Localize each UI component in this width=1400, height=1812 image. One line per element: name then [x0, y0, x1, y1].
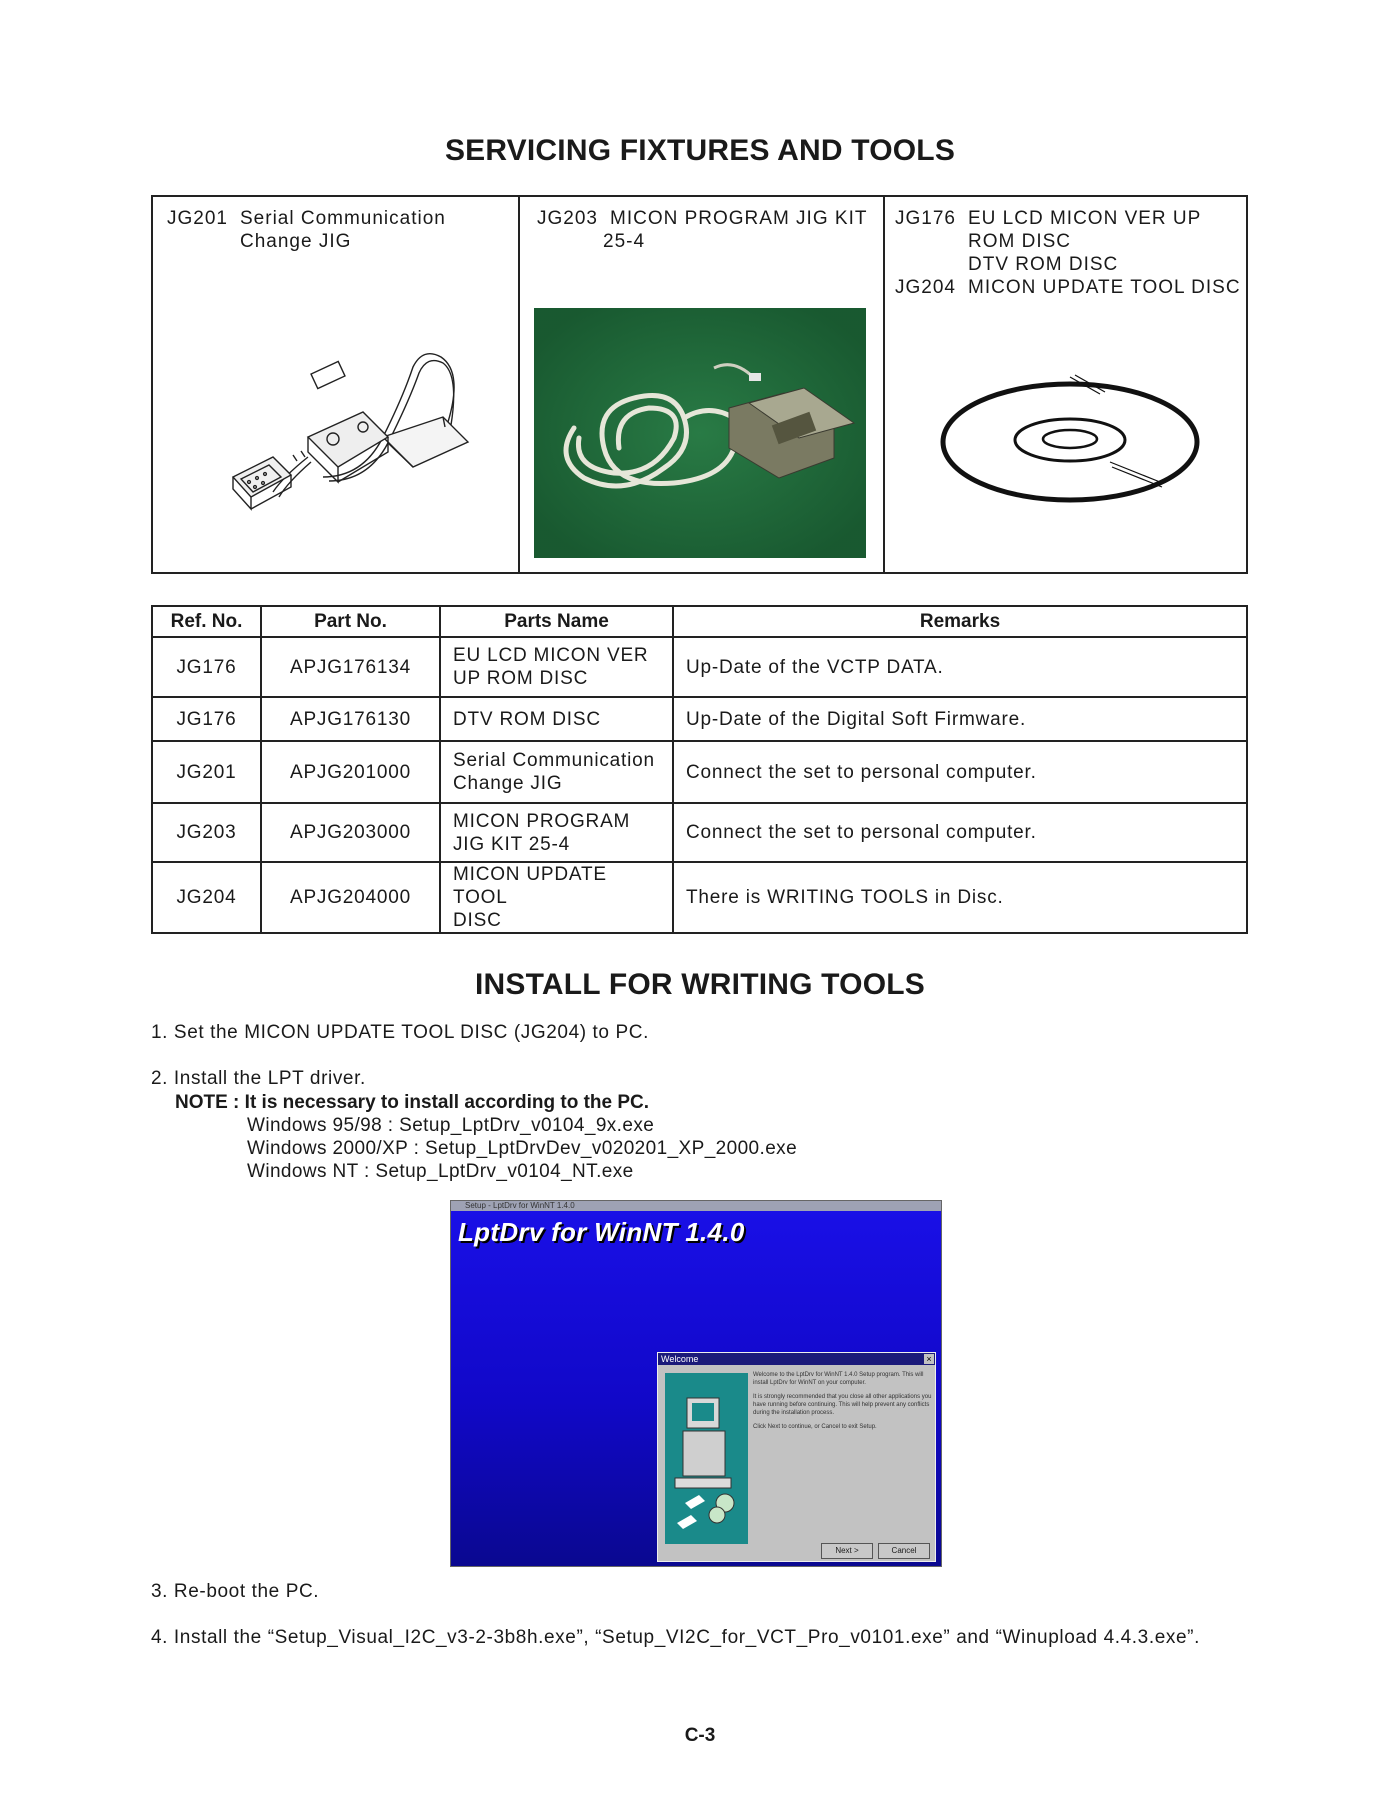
cell-name — [440, 741, 673, 803]
step-4: 4. Install the “Setup_Visual_I2C_v3-2-3b8h.exe”, “Setup_VI2C_for_VCT_Pro_v0101.exe” and “Winupload 4.4.3.exe”. — [151, 1627, 1200, 1648]
cell-part: APJG176134 — [261, 637, 440, 697]
close-icon[interactable]: × — [924, 1354, 934, 1364]
step-1: 1. Set the MICON UPDATE TOOL DISC (JG204) to PC. — [151, 1022, 649, 1043]
cell-ref: JG201 — [152, 741, 261, 803]
cell-name-line1: MICON UPDATE TOOL — [453, 864, 607, 908]
installer-caption-bar — [451, 1201, 941, 1211]
cell-name-line2: DISC — [453, 910, 502, 931]
dialog-title-bar — [658, 1353, 935, 1365]
fixture-ref: JG176 — [895, 208, 956, 229]
page-number: C-3 — [684, 1725, 716, 1746]
driver-winnt: Windows NT : Setup_LptDrv_v0104_NT.exe — [247, 1161, 634, 1182]
fixture-name: MICON PROGRAM JIG KIT — [610, 208, 868, 229]
cell-name-line2: JIG KIT 25-4 — [453, 833, 570, 855]
cell-name-line1: EU LCD MICON VER — [453, 645, 649, 666]
fixture-name-line2: ROM DISC — [968, 231, 1071, 252]
dialog-text — [753, 1371, 933, 1437]
cell-remarks: Connect the set to personal computer. — [673, 741, 1247, 803]
cell-name-line1: DTV ROM DISC — [453, 708, 601, 730]
cell-remarks: There is WRITING TOOLS in Disc. — [673, 862, 1247, 933]
dialog-paragraph: It is strongly recommended that you close all other applications you have running before continuing. This will help prevent any conflicts during the installation process. — [753, 1394, 932, 1416]
fixture-jg201 — [153, 197, 518, 572]
cell-name-line1: Serial Communication — [453, 750, 655, 771]
cell-name-line1: MICON PROGRAM — [453, 810, 631, 832]
fixture-label — [895, 207, 1241, 299]
fixture-label — [537, 207, 867, 253]
col-header-part: Part No. — [261, 606, 440, 637]
cell-part: APJG201000 — [261, 741, 440, 803]
table-row — [152, 803, 1247, 862]
fixture-name-line3: DTV ROM DISC — [968, 254, 1119, 275]
table-row — [152, 862, 1247, 933]
fixture-ref-2: JG204 — [895, 277, 956, 298]
fixture-name: EU LCD MICON VER UP — [968, 208, 1202, 229]
table-header-row — [152, 606, 1247, 637]
cell-name — [440, 697, 673, 741]
cell-part: APJG204000 — [261, 862, 440, 933]
cell-part: APJG176130 — [261, 697, 440, 741]
next-button[interactable]: Next > — [821, 1543, 873, 1559]
cell-ref: JG203 — [152, 803, 261, 862]
step-3: 3. Re-boot the PC. — [151, 1581, 320, 1602]
installer-heading: LptDrv for WinNT 1.4.0 — [458, 1217, 745, 1247]
page-title-servicing: SERVICING FIXTURES AND TOOLS — [444, 134, 956, 167]
install-note: NOTE : It is necessary to install according to the PC. — [175, 1092, 650, 1113]
driver-win2000xp: Windows 2000/XP : Setup_LptDrvDev_v020201_XP_2000.exe — [247, 1138, 798, 1159]
installer-screenshot — [450, 1200, 942, 1567]
fixture-ref: JG203 — [537, 208, 598, 229]
cell-remarks: Up-Date of the Digital Soft Firmware. — [673, 697, 1247, 741]
fixtures-box — [151, 195, 1248, 574]
table-row — [152, 637, 1247, 697]
fixture-jg176-jg204 — [883, 197, 1246, 572]
installer-caption: Setup - LptDrv for WinNT 1.4.0 — [465, 1201, 575, 1210]
table-row — [152, 697, 1247, 741]
step-2: 2. Install the LPT driver. — [151, 1068, 366, 1089]
driver-win9x: Windows 95/98 : Setup_LptDrv_v0104_9x.exe — [247, 1115, 655, 1136]
serial-jig-drawing — [213, 327, 473, 527]
cell-ref: JG176 — [152, 637, 261, 697]
fixture-jg203 — [518, 197, 883, 572]
dialog-paragraph: Welcome to the LptDrv for WinNT 1.4.0 Setup program. This will install LptDrv for WinNT on your computer. — [753, 1372, 924, 1386]
cancel-button[interactable]: Cancel — [878, 1543, 930, 1559]
col-header-remarks: Remarks — [673, 606, 1247, 637]
section-title-install: INSTALL FOR WRITING TOOLS — [475, 968, 925, 1001]
dialog-title: Welcome — [661, 1354, 699, 1364]
cell-name — [440, 637, 673, 697]
table-row — [152, 741, 1247, 803]
welcome-dialog — [657, 1352, 936, 1562]
fixture-name-line2: 25-4 — [603, 231, 646, 252]
cell-remarks: Up-Date of the VCTP DATA. — [673, 637, 1247, 697]
cell-ref: JG204 — [152, 862, 261, 933]
cell-name — [440, 862, 673, 933]
fixture-label — [167, 207, 446, 253]
jig-kit-photo — [534, 308, 866, 558]
cell-part: APJG203000 — [261, 803, 440, 862]
cell-remarks: Connect the set to personal computer. — [673, 803, 1247, 862]
cell-name — [440, 803, 673, 862]
col-header-ref: Ref. No. — [152, 606, 261, 637]
fixture-ref: JG201 — [167, 208, 228, 229]
fixture-name-2: MICON UPDATE TOOL DISC — [968, 277, 1241, 298]
cell-ref: JG176 — [152, 697, 261, 741]
disc-drawing — [940, 372, 1210, 512]
fixture-name-line2: Change JIG — [240, 231, 352, 252]
setup-computer-icon — [665, 1373, 748, 1544]
fixture-name: Serial Communication — [240, 208, 446, 229]
cell-name-line2: Change JIG — [453, 773, 563, 794]
dialog-paragraph: Click Next to continue, or Cancel to exit Setup. — [753, 1424, 877, 1430]
cell-name-line2: UP ROM DISC — [453, 668, 589, 689]
col-header-name: Parts Name — [440, 606, 673, 637]
parts-table — [151, 605, 1248, 934]
